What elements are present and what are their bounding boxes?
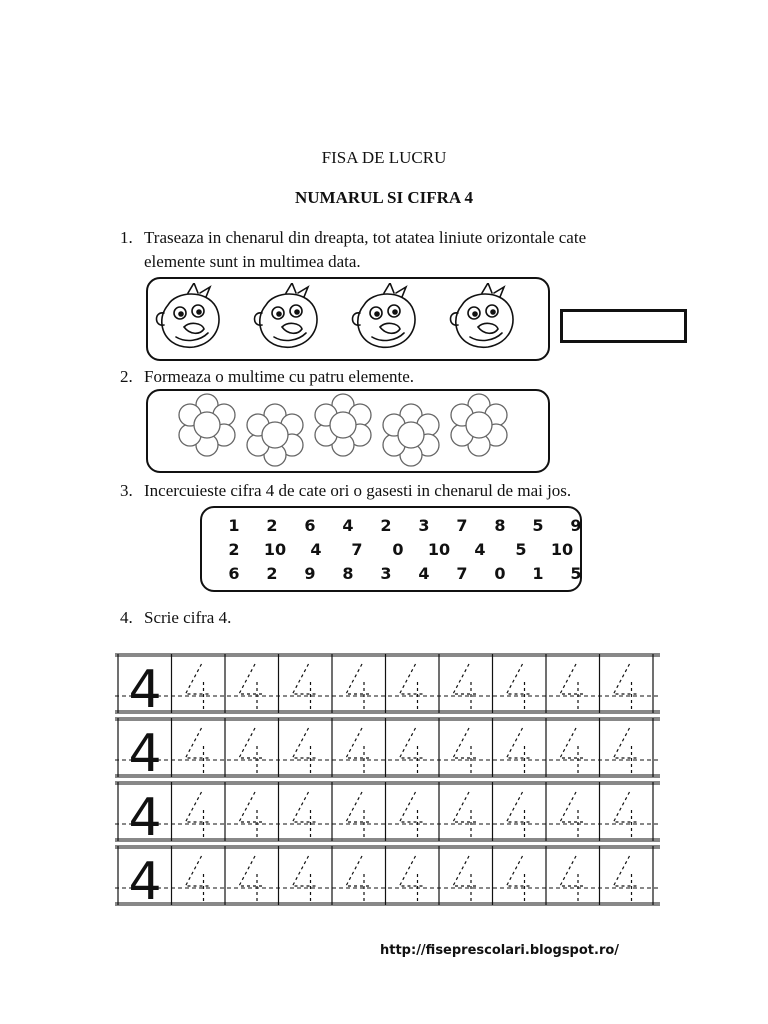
fish-face-icon (154, 283, 226, 353)
worksheet-title: NUMARUL SI CIFRA 4 (294, 188, 474, 207)
trace-digit[interactable] (186, 664, 212, 709)
trace-digit[interactable] (346, 856, 372, 901)
model-digit: 4 (128, 724, 162, 784)
flower-outline-icon (236, 401, 314, 471)
fish-face-icon (448, 283, 520, 353)
writing-grid (115, 650, 660, 908)
trace-digit[interactable] (560, 664, 586, 709)
number-item[interactable]: 6 (304, 516, 316, 535)
exercise-3-instructions (120, 479, 571, 503)
trace-digit[interactable] (560, 728, 586, 773)
trace-digit[interactable] (239, 856, 265, 901)
number-item[interactable]: 2 (380, 516, 392, 535)
trace-digit[interactable] (507, 728, 533, 773)
trace-digit[interactable] (400, 856, 426, 901)
exercise-1-instructions (120, 226, 586, 274)
trace-digit[interactable] (293, 728, 319, 773)
exercise-2-text: Formeaza o multime cu patru elemente. (144, 367, 415, 386)
exercise-4-instructions (120, 606, 231, 630)
trace-digit[interactable] (560, 856, 586, 901)
number-item[interactable]: 10 (550, 540, 574, 559)
trace-digit[interactable] (400, 728, 426, 773)
trace-digit[interactable] (293, 792, 319, 837)
trace-digit[interactable] (507, 856, 533, 901)
number-item[interactable]: 6 (228, 564, 240, 583)
model-digit: 4 (128, 852, 162, 908)
worksheet-subtitle: FISA DE LUCRU (321, 148, 447, 167)
trace-digit[interactable] (614, 664, 640, 709)
trace-digit[interactable] (614, 856, 640, 901)
number-item[interactable]: 7 (456, 564, 468, 583)
fish-face-icon (350, 283, 422, 353)
trace-digit[interactable] (346, 664, 372, 709)
number-item[interactable]: 2 (266, 564, 278, 583)
number-item[interactable]: 2 (266, 516, 278, 535)
trace-digit[interactable] (346, 728, 372, 773)
number-item[interactable]: 4 (342, 516, 354, 535)
trace-digit[interactable] (507, 664, 533, 709)
number-item[interactable]: 4 (310, 540, 322, 559)
number-item[interactable]: 7 (351, 540, 363, 559)
exercise-2-flower-box (146, 389, 550, 473)
trace-digit[interactable] (400, 792, 426, 837)
writing-row (115, 718, 660, 784)
number-item[interactable]: 9 (304, 564, 316, 583)
flower-outline-icon (304, 391, 382, 461)
footer-url[interactable]: http://fiseprescolari.blogspot.ro/ (380, 943, 620, 958)
number-item[interactable]: 5 (532, 516, 544, 535)
exercise-1-set-box (146, 277, 550, 361)
trace-digit[interactable] (346, 792, 372, 837)
number-item[interactable]: 8 (494, 516, 506, 535)
exercise-2-instructions (120, 365, 414, 389)
fish-face-icon (252, 283, 324, 353)
number-item[interactable]: 9 (570, 516, 582, 535)
number-item[interactable]: 10 (427, 540, 451, 559)
trace-digit[interactable] (239, 792, 265, 837)
trace-digit[interactable] (453, 728, 479, 773)
trace-digit[interactable] (293, 664, 319, 709)
number-item[interactable]: 5 (515, 540, 527, 559)
exercise-1-number: 1. (120, 228, 133, 247)
trace-digit[interactable] (293, 856, 319, 901)
exercise-1-answer-box[interactable] (560, 309, 687, 343)
trace-digit[interactable] (400, 664, 426, 709)
writing-row (115, 654, 660, 720)
trace-digit[interactable] (186, 856, 212, 901)
writing-grid-svg (115, 650, 660, 908)
number-item[interactable]: 2 (228, 540, 240, 559)
number-item[interactable]: 0 (392, 540, 404, 559)
number-item[interactable]: 3 (380, 564, 392, 583)
trace-digit[interactable] (239, 664, 265, 709)
exercise-1-line1: Traseaza in chenarul din dreapta, tot atatea liniute orizontale cate (144, 228, 587, 247)
number-item[interactable]: 5 (570, 564, 582, 583)
trace-digit[interactable] (453, 792, 479, 837)
writing-row (115, 782, 660, 848)
number-item[interactable]: 1 (532, 564, 544, 583)
trace-digit[interactable] (560, 792, 586, 837)
model-digit: 4 (128, 660, 162, 720)
trace-digit[interactable] (239, 728, 265, 773)
trace-digit[interactable] (186, 728, 212, 773)
model-digit: 4 (128, 788, 162, 848)
flower-outline-icon (168, 391, 246, 461)
trace-digit[interactable] (614, 728, 640, 773)
number-item[interactable]: 4 (474, 540, 486, 559)
exercise-1-line2: elemente sunt in multimea data. (144, 252, 361, 271)
trace-digit[interactable] (186, 792, 212, 837)
trace-digit[interactable] (453, 664, 479, 709)
number-item[interactable]: 8 (342, 564, 354, 583)
number-item[interactable]: 10 (263, 540, 287, 559)
number-item[interactable]: 4 (418, 564, 430, 583)
exercise-4-number: 4. (120, 608, 133, 627)
exercise-2-number: 2. (120, 367, 133, 386)
number-item[interactable]: 3 (418, 516, 430, 535)
trace-digit[interactable] (453, 856, 479, 901)
exercise-3-number: 3. (120, 481, 133, 500)
number-item[interactable]: 0 (494, 564, 506, 583)
writing-row (115, 846, 660, 908)
exercise-4-text: Scrie cifra 4. (144, 608, 232, 627)
exercise-3-text: Incercuieste cifra 4 de cate ori o gasesti in chenarul de mai jos. (144, 481, 572, 500)
trace-digit[interactable] (614, 792, 640, 837)
flower-outline-icon (372, 401, 450, 471)
number-item[interactable]: 7 (456, 516, 468, 535)
trace-digit[interactable] (507, 792, 533, 837)
flower-outline-icon (440, 391, 518, 461)
exercise-3-number-box (200, 506, 582, 592)
number-item[interactable]: 1 (228, 516, 240, 535)
